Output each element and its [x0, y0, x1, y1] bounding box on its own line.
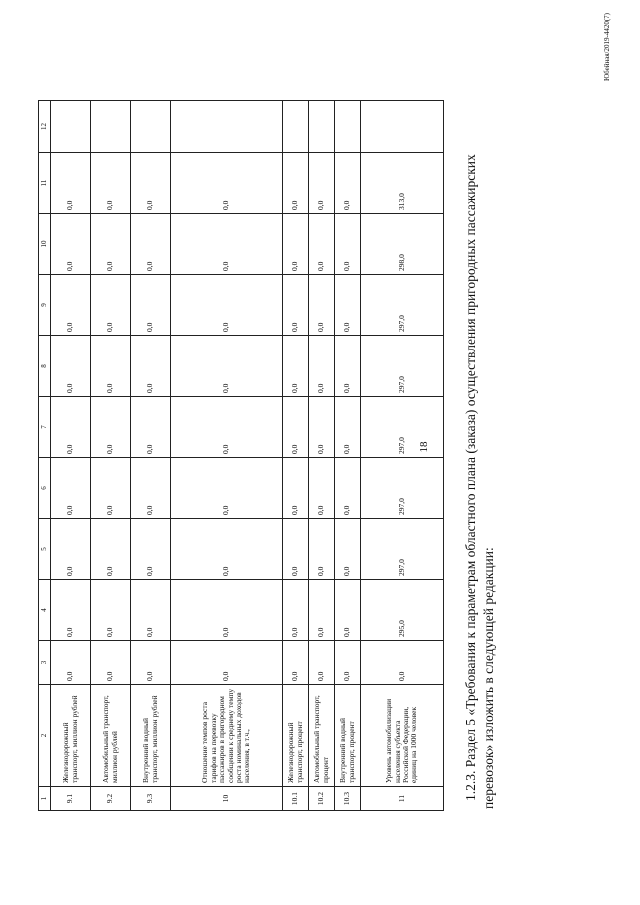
header-cell: 11 [39, 153, 51, 214]
value-cell [91, 101, 131, 153]
section-heading: 1.2.3. Раздел 5 «Требования к параметрам областного плана (заказа) осуществления пригородных пассажирских перевозок» изложить в следующей редакции: [463, 154, 497, 809]
row-number-cell: 9.1 [51, 787, 91, 811]
table-row [131, 101, 171, 811]
value-cell: 0,0 [131, 519, 171, 580]
value-cell: 313,0 [361, 153, 444, 214]
value-cell: 0,0 [91, 214, 131, 275]
value-cell: 0,0 [309, 641, 335, 685]
parameters-table [38, 100, 444, 811]
value-cell: 0,0 [309, 580, 335, 641]
row-number-cell: 10.2 [309, 787, 335, 811]
value-cell [361, 101, 444, 153]
indicator-name-cell: Внутренний водный транспорт, процент [335, 685, 361, 787]
value-cell: 0,0 [283, 580, 309, 641]
value-cell: 0,0 [91, 275, 131, 336]
value-cell: 297,0 [361, 397, 444, 458]
row-number-cell: 10 [171, 787, 283, 811]
table-row [171, 101, 283, 811]
value-cell: 0,0 [361, 641, 444, 685]
value-cell: 0,0 [309, 458, 335, 519]
value-cell: 0,0 [51, 336, 91, 397]
value-cell: 0,0 [91, 519, 131, 580]
table-row [335, 101, 361, 811]
value-cell: 0,0 [91, 458, 131, 519]
indicator-name-cell: Автомобильный транспорт, миллион рублей [91, 685, 131, 787]
value-cell: 297,0 [361, 458, 444, 519]
header-cell: 9 [39, 275, 51, 336]
value-cell: 0,0 [335, 275, 361, 336]
header-cell: 8 [39, 336, 51, 397]
value-cell: 0,0 [51, 519, 91, 580]
value-cell: 0,0 [335, 519, 361, 580]
value-cell: 0,0 [51, 458, 91, 519]
value-cell [309, 101, 335, 153]
value-cell: 0,0 [91, 397, 131, 458]
indicator-name-cell: Уровень автомобилизации населения субъекта Российской Федерации, единиц на 1000 человек [361, 685, 444, 787]
header-cell: 1 [39, 787, 51, 811]
value-cell: 0,0 [171, 397, 283, 458]
value-cell: 0,0 [335, 641, 361, 685]
value-cell: 0,0 [335, 458, 361, 519]
value-cell: 0,0 [91, 336, 131, 397]
header-cell: 12 [39, 101, 51, 153]
value-cell [283, 101, 309, 153]
value-cell: 0,0 [283, 458, 309, 519]
value-cell [51, 101, 91, 153]
value-cell: 0,0 [171, 458, 283, 519]
page-number: 18 [418, 441, 430, 453]
value-cell: 0,0 [283, 641, 309, 685]
table-body [39, 101, 444, 811]
value-cell: 0,0 [131, 458, 171, 519]
value-cell: 0,0 [309, 275, 335, 336]
table-row [283, 101, 309, 811]
value-cell: 0,0 [131, 641, 171, 685]
value-cell: 0,0 [309, 153, 335, 214]
header-cell: 4 [39, 580, 51, 641]
value-cell: 0,0 [91, 580, 131, 641]
row-number-cell: 11 [361, 787, 444, 811]
indicator-name-cell: Автомобильный транспорт, процент [309, 685, 335, 787]
value-cell: 0,0 [171, 641, 283, 685]
value-cell: 0,0 [131, 336, 171, 397]
value-cell: 0,0 [131, 153, 171, 214]
row-number-cell: 10.1 [283, 787, 309, 811]
header-cell: 6 [39, 458, 51, 519]
value-cell: 0,0 [309, 397, 335, 458]
row-number-cell: 9.2 [91, 787, 131, 811]
value-cell: 297,0 [361, 275, 444, 336]
indicator-name-cell: Отношение темпов роста тарифов на перевозку пассажиров в пригородном сообщении к среднему темпу роста номинальных доходов населения, в т.ч., [171, 685, 283, 787]
value-cell: 0,0 [131, 580, 171, 641]
value-cell: 0,0 [335, 153, 361, 214]
value-cell: 0,0 [171, 580, 283, 641]
value-cell: 0,0 [171, 214, 283, 275]
value-cell: 0,0 [283, 153, 309, 214]
value-cell: 0,0 [131, 397, 171, 458]
value-cell: 0,0 [283, 397, 309, 458]
value-cell: 297,0 [361, 519, 444, 580]
row-number-cell: 9.3 [131, 787, 171, 811]
header-cell: 2 [39, 685, 51, 787]
value-cell: 0,0 [335, 214, 361, 275]
value-cell [131, 101, 171, 153]
value-cell: 0,0 [51, 641, 91, 685]
value-cell: 0,0 [335, 580, 361, 641]
header-cell: 7 [39, 397, 51, 458]
table-row [361, 101, 444, 811]
value-cell [171, 101, 283, 153]
value-cell: 0,0 [335, 397, 361, 458]
value-cell: 0,0 [171, 153, 283, 214]
table-header-row [39, 101, 51, 811]
value-cell: 0,0 [283, 214, 309, 275]
value-cell: 0,0 [309, 214, 335, 275]
header-cell: 3 [39, 641, 51, 685]
value-cell: 0,0 [51, 153, 91, 214]
indicator-name-cell: Железнодорожный транспорт, миллион рублей [51, 685, 91, 787]
value-cell: 0,0 [335, 336, 361, 397]
value-cell: 0,0 [91, 641, 131, 685]
value-cell [335, 101, 361, 153]
value-cell: 0,0 [51, 275, 91, 336]
value-cell: 0,0 [131, 214, 171, 275]
value-cell: 0,0 [51, 214, 91, 275]
value-cell: 0,0 [171, 275, 283, 336]
table-row [309, 101, 335, 811]
table-row [91, 101, 131, 811]
value-cell: 0,0 [283, 275, 309, 336]
value-cell: 297,0 [361, 336, 444, 397]
value-cell: 0,0 [283, 336, 309, 397]
header-cell: 10 [39, 214, 51, 275]
value-cell: 0,0 [309, 519, 335, 580]
value-cell: 0,0 [91, 153, 131, 214]
value-cell: 0,0 [171, 519, 283, 580]
value-cell: 0,0 [283, 519, 309, 580]
value-cell: 295,0 [361, 580, 444, 641]
value-cell: 0,0 [171, 336, 283, 397]
value-cell: 298,0 [361, 214, 444, 275]
row-number-cell: 10.3 [335, 787, 361, 811]
table-row [51, 101, 91, 811]
value-cell: 0,0 [51, 397, 91, 458]
value-cell: 0,0 [309, 336, 335, 397]
indicator-name-cell: Внутренний водный транспорт, миллион рублей [131, 685, 171, 787]
value-cell: 0,0 [131, 275, 171, 336]
value-cell: 0,0 [51, 580, 91, 641]
header-cell: 5 [39, 519, 51, 580]
indicator-name-cell: Железнодорожный транспорт, процент [283, 685, 309, 787]
document-code: Юбейная/2019-4420(7) [603, 13, 611, 82]
